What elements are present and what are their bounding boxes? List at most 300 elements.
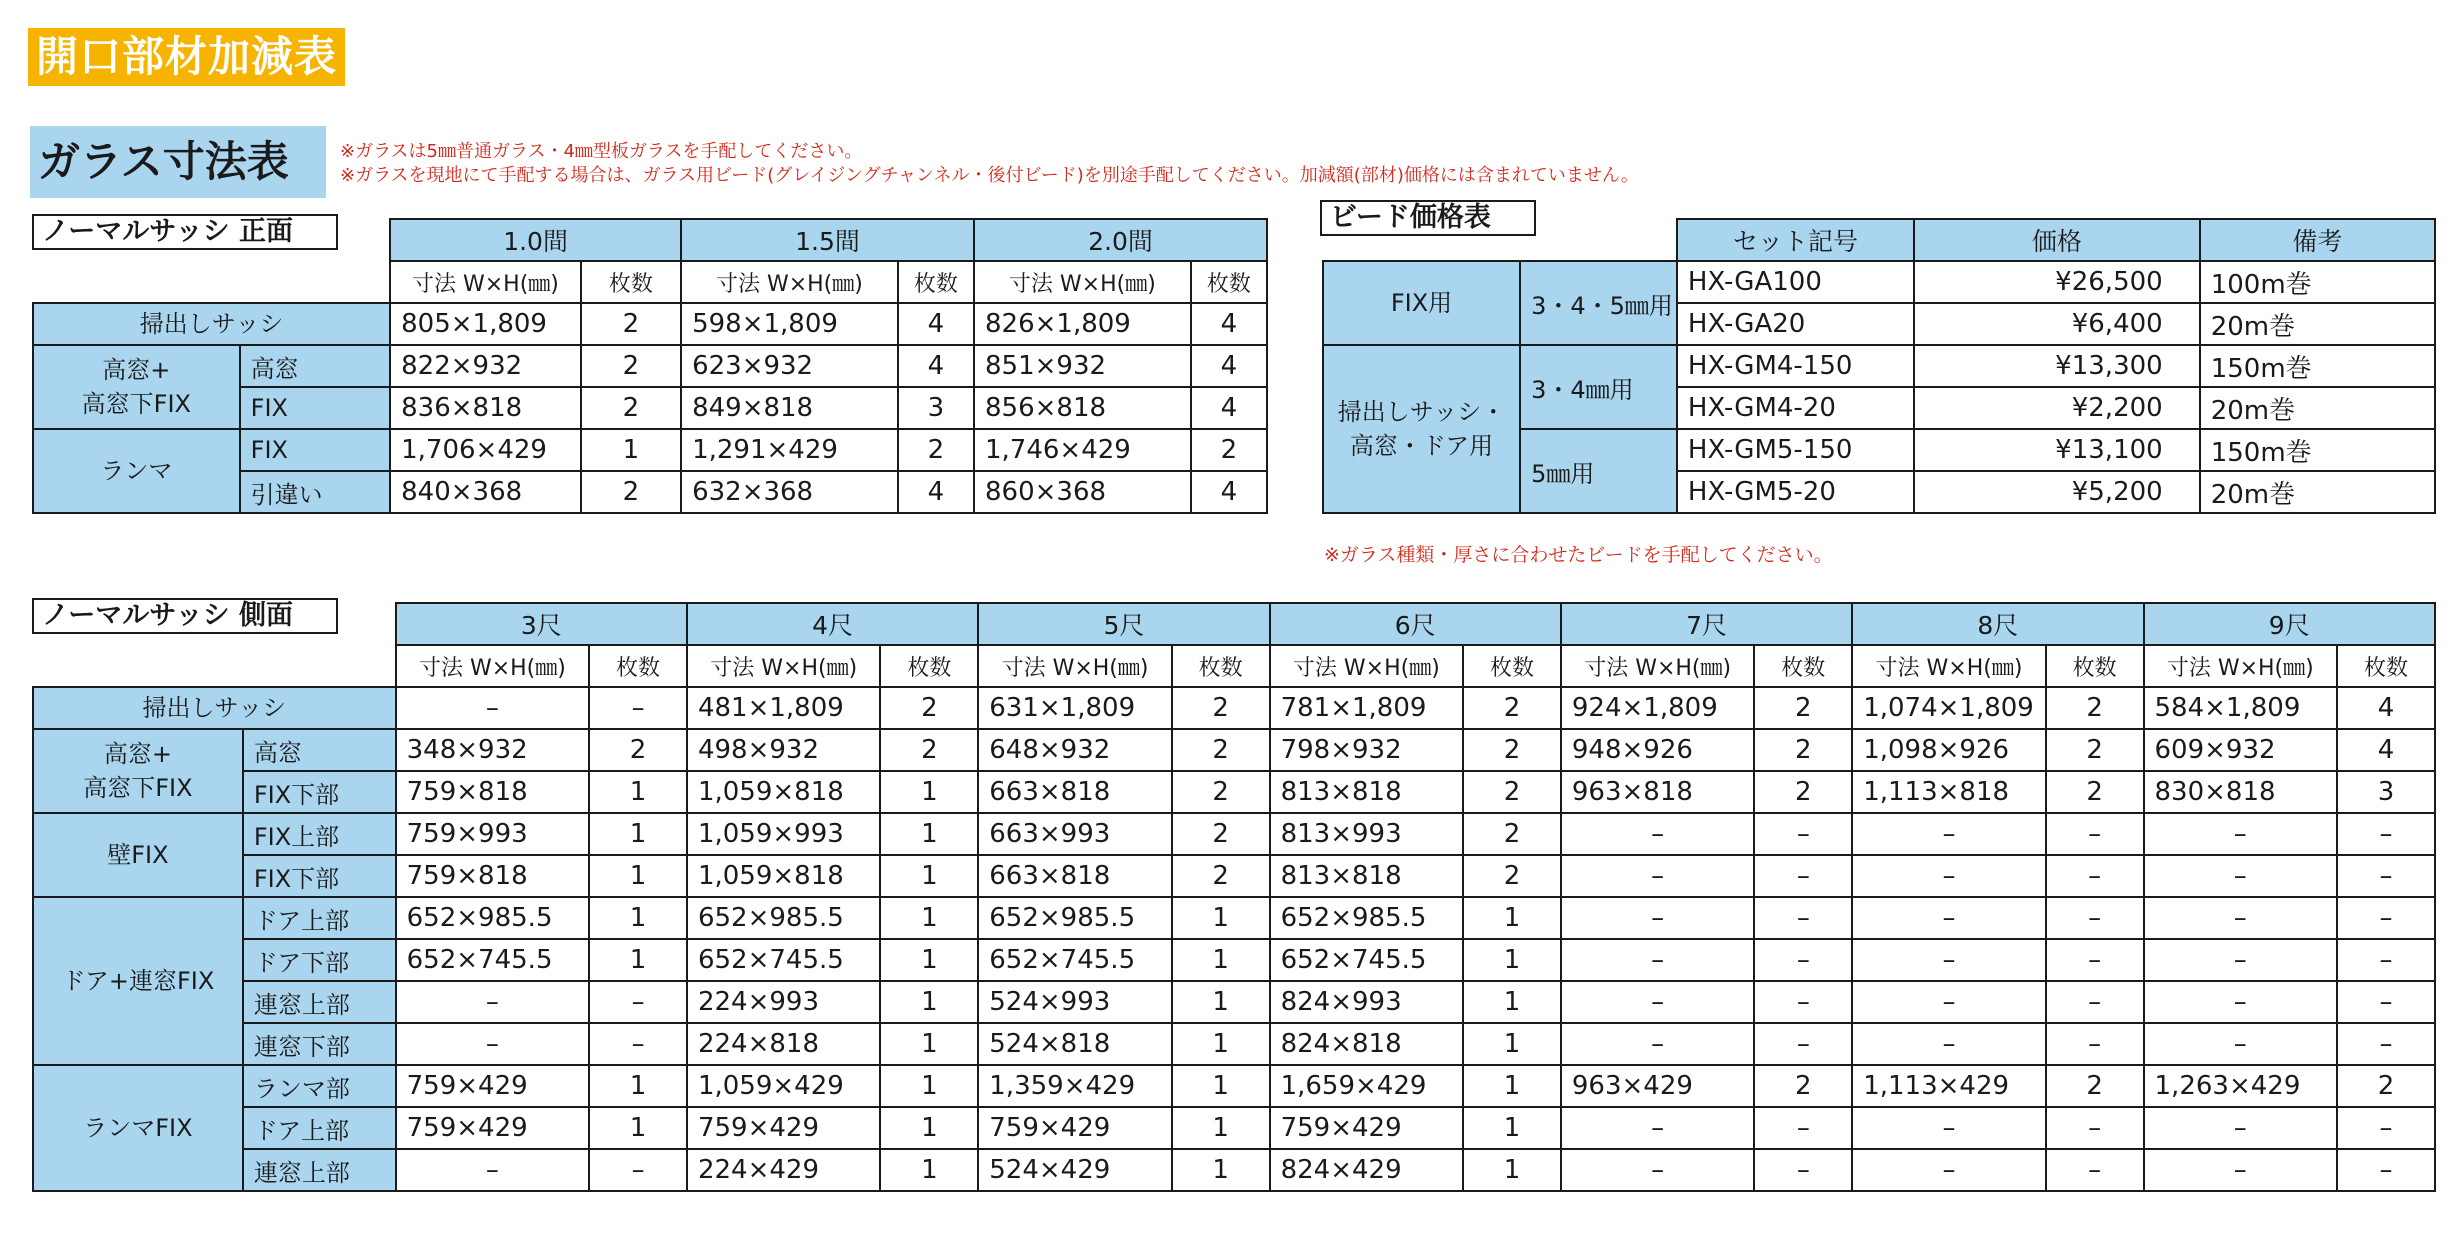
dimension-cell: 663×818 xyxy=(978,855,1172,897)
bead-table-label: ビード価格表 xyxy=(1320,200,1536,236)
dimension-cell: – xyxy=(396,1023,590,1065)
dimension-cell: – xyxy=(2144,981,2338,1023)
count-cell: 1 xyxy=(880,771,978,813)
table-row xyxy=(33,1023,2435,1065)
dimension-cell: 652×985.5 xyxy=(978,897,1172,939)
count-cell: – xyxy=(1754,897,1852,939)
count-cell: 2 xyxy=(589,729,687,771)
count-cell: 2 xyxy=(2046,771,2144,813)
dimension-cell: 1,659×429 xyxy=(1270,1065,1464,1107)
remark: 20m巻 xyxy=(2200,303,2435,345)
set-code: HX-GM4-150 xyxy=(1677,345,1914,387)
count-cell: 2 xyxy=(1463,687,1561,729)
dim-header: 寸法 W×H(㎜) xyxy=(1852,645,2046,687)
dimension-cell: 623×932 xyxy=(681,345,898,387)
count-cell: – xyxy=(2337,855,2435,897)
count-cell: 1 xyxy=(1463,939,1561,981)
dim-header: 寸法 W×H(㎜) xyxy=(974,261,1191,303)
dim-header: 寸法 W×H(㎜) xyxy=(396,645,590,687)
front-glass-table xyxy=(32,218,1268,514)
dimension-cell: 1,113×429 xyxy=(1852,1065,2046,1107)
dimension-cell: 652×985.5 xyxy=(396,897,590,939)
count-cell: 4 xyxy=(898,303,974,345)
row-subcategory: 連窓上部 xyxy=(243,1149,396,1191)
dimension-cell: 598×1,809 xyxy=(681,303,898,345)
row-category: 掃出しサッシ xyxy=(33,303,390,345)
count-cell: 1 xyxy=(1172,1149,1270,1191)
bead-header: 価格 xyxy=(1914,219,2200,261)
section-title: ガラス寸法表 xyxy=(30,126,326,198)
count-cell: 1 xyxy=(1172,1023,1270,1065)
bead-subgroup: 3・4・5㎜用 xyxy=(1520,261,1677,345)
dimension-cell: 224×993 xyxy=(687,981,881,1023)
count-cell: 2 xyxy=(1172,687,1270,729)
row-subcategory: 高窓 xyxy=(243,729,396,771)
count-cell: 1 xyxy=(581,429,681,471)
bead-subgroup: 5㎜用 xyxy=(1520,429,1677,513)
row-subcategory: ドア上部 xyxy=(243,1107,396,1149)
table-row xyxy=(33,771,2435,813)
table-row xyxy=(33,687,2435,729)
notes xyxy=(340,140,1639,188)
dimension-cell: 524×993 xyxy=(978,981,1172,1023)
count-cell: 1 xyxy=(1463,1023,1561,1065)
remark: 100m巻 xyxy=(2200,261,2435,303)
row-subcategory: FIX下部 xyxy=(243,771,396,813)
dimension-cell: – xyxy=(1561,939,1755,981)
dimension-cell: – xyxy=(1561,1107,1755,1149)
dimension-cell: 652×985.5 xyxy=(1270,897,1464,939)
count-cell: – xyxy=(589,981,687,1023)
dimension-cell: 524×818 xyxy=(978,1023,1172,1065)
dimension-cell: – xyxy=(1852,939,2046,981)
count-cell: 2 xyxy=(2337,1065,2435,1107)
count-cell: – xyxy=(1754,1107,1852,1149)
row-subcategory: FIX下部 xyxy=(243,855,396,897)
count-cell: 2 xyxy=(1754,687,1852,729)
table-row xyxy=(33,1149,2435,1191)
count-header: 枚数 xyxy=(1172,645,1270,687)
count-header: 枚数 xyxy=(880,645,978,687)
row-subcategory: ランマ部 xyxy=(243,1065,396,1107)
dimension-cell: 524×429 xyxy=(978,1149,1172,1191)
table-row xyxy=(33,855,2435,897)
row-subcategory: FIX xyxy=(240,387,390,429)
bead-group: FIX用 xyxy=(1323,261,1520,345)
count-cell: – xyxy=(2337,1023,2435,1065)
dimension-cell: 840×368 xyxy=(390,471,581,513)
count-header: 枚数 xyxy=(589,645,687,687)
side-table-label: ノーマルサッシ 側面 xyxy=(32,598,338,634)
table-row xyxy=(33,345,1267,387)
count-cell: 2 xyxy=(1172,813,1270,855)
count-cell: 1 xyxy=(589,897,687,939)
count-cell: 4 xyxy=(1191,303,1267,345)
price: ¥26,500 xyxy=(1914,261,2200,303)
dimension-cell: 652×745.5 xyxy=(687,939,881,981)
count-cell: 1 xyxy=(880,1149,978,1191)
dimension-cell: 813×818 xyxy=(1270,771,1464,813)
dimension-cell: 1,098×926 xyxy=(1852,729,2046,771)
count-cell: – xyxy=(1754,855,1852,897)
dimension-cell: 826×1,809 xyxy=(974,303,1191,345)
dimension-cell: – xyxy=(1852,1149,2046,1191)
table-row xyxy=(33,1107,2435,1149)
count-cell: 2 xyxy=(1463,813,1561,855)
count-cell: 1 xyxy=(880,855,978,897)
count-cell: 2 xyxy=(2046,1065,2144,1107)
count-cell: 4 xyxy=(1191,387,1267,429)
count-cell: – xyxy=(1754,939,1852,981)
dimension-cell: – xyxy=(1561,981,1755,1023)
dimension-cell: 652×745.5 xyxy=(1270,939,1464,981)
dimension-cell: – xyxy=(2144,1023,2338,1065)
count-cell: 4 xyxy=(1191,471,1267,513)
count-cell: – xyxy=(2046,855,2144,897)
bead-group: 掃出しサッシ・ 高窓・ドア用 xyxy=(1323,345,1520,513)
count-cell: 1 xyxy=(589,1107,687,1149)
dimension-cell: – xyxy=(2144,939,2338,981)
count-cell: – xyxy=(1754,981,1852,1023)
count-cell: 1 xyxy=(880,939,978,981)
dimension-cell: 948×926 xyxy=(1561,729,1755,771)
count-cell: – xyxy=(2046,897,2144,939)
blank-cell xyxy=(33,261,390,303)
count-cell: 4 xyxy=(2337,729,2435,771)
count-cell: 4 xyxy=(898,345,974,387)
dimension-cell: 584×1,809 xyxy=(2144,687,2338,729)
dimension-cell: 631×1,809 xyxy=(978,687,1172,729)
count-cell: – xyxy=(589,1023,687,1065)
count-cell: – xyxy=(2046,939,2144,981)
group-header: 6尺 xyxy=(1270,603,1561,645)
count-cell: 1 xyxy=(1172,1107,1270,1149)
dimension-cell: – xyxy=(1561,813,1755,855)
group-header: 9尺 xyxy=(2144,603,2435,645)
count-cell: 4 xyxy=(898,471,974,513)
count-cell: – xyxy=(2337,981,2435,1023)
price: ¥2,200 xyxy=(1914,387,2200,429)
count-cell: 1 xyxy=(1172,1065,1270,1107)
table-row xyxy=(33,813,2435,855)
dimension-cell: 849×818 xyxy=(681,387,898,429)
count-cell: – xyxy=(2337,1149,2435,1191)
dimension-cell: 813×993 xyxy=(1270,813,1464,855)
row-subcategory: ドア下部 xyxy=(243,939,396,981)
count-header: 枚数 xyxy=(2337,645,2435,687)
front-table-label: ノーマルサッシ 正面 xyxy=(32,214,338,250)
dimension-cell: 1,074×1,809 xyxy=(1852,687,2046,729)
remark: 20m巻 xyxy=(2200,387,2435,429)
group-header: 4尺 xyxy=(687,603,978,645)
dimension-cell: 759×429 xyxy=(396,1065,590,1107)
blank-cell xyxy=(33,645,396,687)
row-category: 高窓+ 高窓下FIX xyxy=(33,729,243,813)
count-cell: 2 xyxy=(581,471,681,513)
dim-header: 寸法 W×H(㎜) xyxy=(978,645,1172,687)
count-cell: – xyxy=(1754,1149,1852,1191)
dimension-cell: 836×818 xyxy=(390,387,581,429)
count-cell: 1 xyxy=(1172,897,1270,939)
count-cell: 1 xyxy=(1463,981,1561,1023)
count-cell: 1 xyxy=(880,1107,978,1149)
price: ¥5,200 xyxy=(1914,471,2200,513)
dimension-cell: 1,746×429 xyxy=(974,429,1191,471)
count-cell: 4 xyxy=(1191,345,1267,387)
group-header: 3尺 xyxy=(396,603,687,645)
count-cell: 2 xyxy=(1172,855,1270,897)
table-row xyxy=(33,303,1267,345)
count-cell: 2 xyxy=(2046,687,2144,729)
page-title: 開口部材加減表 xyxy=(28,28,345,86)
blank-cell xyxy=(33,219,390,261)
dimension-cell: – xyxy=(1852,897,2046,939)
row-category: 高窓+ 高窓下FIX xyxy=(33,345,240,429)
count-header: 枚数 xyxy=(581,261,681,303)
count-cell: – xyxy=(589,687,687,729)
dimension-cell: 759×429 xyxy=(687,1107,881,1149)
price: ¥13,100 xyxy=(1914,429,2200,471)
dimension-cell: 805×1,809 xyxy=(390,303,581,345)
bead-footnote: ※ガラス種類・厚さに合わせたビードを手配してください。 xyxy=(1324,544,1833,566)
table-row xyxy=(33,981,2435,1023)
count-cell: 2 xyxy=(1463,729,1561,771)
table-row xyxy=(33,729,2435,771)
count-cell: 4 xyxy=(2337,687,2435,729)
dimension-cell: – xyxy=(396,1149,590,1191)
count-cell: 1 xyxy=(1463,1149,1561,1191)
group-header: 2.0間 xyxy=(974,219,1267,261)
price: ¥6,400 xyxy=(1914,303,2200,345)
count-cell: 1 xyxy=(1463,1065,1561,1107)
group-header: 7尺 xyxy=(1561,603,1852,645)
row-category: ドア+連窓FIX xyxy=(33,897,243,1065)
count-cell: 2 xyxy=(1754,771,1852,813)
count-cell: 2 xyxy=(880,729,978,771)
dimension-cell: 851×932 xyxy=(974,345,1191,387)
row-category: 壁FIX xyxy=(33,813,243,897)
set-code: HX-GM4-20 xyxy=(1677,387,1914,429)
dimension-cell: 648×932 xyxy=(978,729,1172,771)
dimension-cell: 1,706×429 xyxy=(390,429,581,471)
dimension-cell: – xyxy=(396,687,590,729)
dimension-cell: 924×1,809 xyxy=(1561,687,1755,729)
dimension-cell: – xyxy=(1852,981,2046,1023)
dimension-cell: 813×818 xyxy=(1270,855,1464,897)
set-code: HX-GA20 xyxy=(1677,303,1914,345)
table-row xyxy=(1323,345,2435,387)
count-cell: 2 xyxy=(898,429,974,471)
count-cell: 3 xyxy=(2337,771,2435,813)
group-header: 5尺 xyxy=(978,603,1269,645)
dimension-cell: 759×429 xyxy=(1270,1107,1464,1149)
dimension-cell: – xyxy=(2144,855,2338,897)
row-subcategory: 連窓上部 xyxy=(243,981,396,1023)
bead-header: セット記号 xyxy=(1677,219,1914,261)
table-row xyxy=(33,1065,2435,1107)
remark: 150m巻 xyxy=(2200,345,2435,387)
count-cell: 1 xyxy=(589,855,687,897)
count-cell: – xyxy=(2046,1107,2144,1149)
count-cell: – xyxy=(2046,1149,2144,1191)
count-cell: 1 xyxy=(1172,981,1270,1023)
dimension-cell: 781×1,809 xyxy=(1270,687,1464,729)
count-cell: – xyxy=(2337,1107,2435,1149)
note-line: ※ガラスは5㎜普通ガラス・4㎜型板ガラスを手配してください。 xyxy=(340,141,863,162)
dim-header: 寸法 W×H(㎜) xyxy=(687,645,881,687)
row-subcategory: FIX上部 xyxy=(243,813,396,855)
blank-cell xyxy=(1323,219,1677,261)
count-header: 枚数 xyxy=(1191,261,1267,303)
dimension-cell: 632×368 xyxy=(681,471,898,513)
count-header: 枚数 xyxy=(1754,645,1852,687)
bead-price-table xyxy=(1322,218,2436,514)
dimension-cell: 348×932 xyxy=(396,729,590,771)
dimension-cell: 759×818 xyxy=(396,855,590,897)
dimension-cell: 1,291×429 xyxy=(681,429,898,471)
dim-header: 寸法 W×H(㎜) xyxy=(1270,645,1464,687)
count-cell: 2 xyxy=(1172,771,1270,813)
dimension-cell: – xyxy=(1561,897,1755,939)
dimension-cell: 224×818 xyxy=(687,1023,881,1065)
row-category: ランマ xyxy=(33,429,240,513)
price: ¥13,300 xyxy=(1914,345,2200,387)
row-subcategory: ドア上部 xyxy=(243,897,396,939)
count-cell: – xyxy=(2046,813,2144,855)
dimension-cell: 856×818 xyxy=(974,387,1191,429)
count-cell: 1 xyxy=(880,897,978,939)
dimension-cell: 498×932 xyxy=(687,729,881,771)
dimension-cell: 652×745.5 xyxy=(396,939,590,981)
dimension-cell: 759×429 xyxy=(978,1107,1172,1149)
row-subcategory: 連窓下部 xyxy=(243,1023,396,1065)
bead-header: 備考 xyxy=(2200,219,2435,261)
dimension-cell: 1,263×429 xyxy=(2144,1065,2338,1107)
dimension-cell: 1,059×818 xyxy=(687,855,881,897)
count-cell: 1 xyxy=(589,813,687,855)
count-cell: – xyxy=(2337,813,2435,855)
dim-header: 寸法 W×H(㎜) xyxy=(1561,645,1755,687)
count-cell: – xyxy=(2337,897,2435,939)
dimension-cell: 759×429 xyxy=(396,1107,590,1149)
dimension-cell: 663×993 xyxy=(978,813,1172,855)
bead-subgroup: 3・4㎜用 xyxy=(1520,345,1677,429)
dimension-cell: – xyxy=(2144,897,2338,939)
dimension-cell: – xyxy=(1561,1149,1755,1191)
count-cell: – xyxy=(589,1149,687,1191)
count-cell: 1 xyxy=(880,981,978,1023)
dimension-cell: 1,059×993 xyxy=(687,813,881,855)
count-cell: 2 xyxy=(1754,1065,1852,1107)
count-header: 枚数 xyxy=(2046,645,2144,687)
dimension-cell: 663×818 xyxy=(978,771,1172,813)
dimension-cell: 830×818 xyxy=(2144,771,2338,813)
group-header: 1.5間 xyxy=(681,219,974,261)
count-header: 枚数 xyxy=(1463,645,1561,687)
row-subcategory: 高窓 xyxy=(240,345,390,387)
count-cell: 2 xyxy=(1172,729,1270,771)
dimension-cell: – xyxy=(2144,1149,2338,1191)
count-cell: 3 xyxy=(898,387,974,429)
dimension-cell: – xyxy=(1852,1107,2046,1149)
count-cell: 1 xyxy=(1463,1107,1561,1149)
dimension-cell: 759×993 xyxy=(396,813,590,855)
dimension-cell: – xyxy=(1561,1023,1755,1065)
dimension-cell: 963×818 xyxy=(1561,771,1755,813)
count-cell: 2 xyxy=(581,345,681,387)
count-cell: 1 xyxy=(880,813,978,855)
row-subcategory: FIX xyxy=(240,429,390,471)
count-cell: 2 xyxy=(1463,855,1561,897)
set-code: HX-GM5-20 xyxy=(1677,471,1914,513)
count-cell: 2 xyxy=(581,387,681,429)
dimension-cell: 822×932 xyxy=(390,345,581,387)
dimension-cell: 963×429 xyxy=(1561,1065,1755,1107)
count-cell: – xyxy=(1754,1023,1852,1065)
set-code: HX-GA100 xyxy=(1677,261,1914,303)
count-cell: 2 xyxy=(1191,429,1267,471)
count-cell: – xyxy=(1754,813,1852,855)
dimension-cell: – xyxy=(2144,813,2338,855)
table-row xyxy=(1323,261,2435,303)
count-cell: 2 xyxy=(880,687,978,729)
dim-header: 寸法 W×H(㎜) xyxy=(2144,645,2338,687)
group-header: 1.0間 xyxy=(390,219,681,261)
dimension-cell: – xyxy=(2144,1107,2338,1149)
dimension-cell: 1,059×429 xyxy=(687,1065,881,1107)
dimension-cell: 1,059×818 xyxy=(687,771,881,813)
dimension-cell: – xyxy=(1852,1023,2046,1065)
side-glass-table xyxy=(32,602,2436,1192)
row-category: ランマFIX xyxy=(33,1065,243,1191)
count-header: 枚数 xyxy=(898,261,974,303)
count-cell: 2 xyxy=(1463,771,1561,813)
note-line: ※ガラスを現地にて手配する場合は、ガラス用ビード(グレイジングチャンネル・後付ビード)を別途手配してください。加減額(部材)価格には含まれていません。 xyxy=(340,165,1639,186)
dimension-cell: – xyxy=(396,981,590,1023)
row-category: 掃出しサッシ xyxy=(33,687,396,729)
dimension-cell: 824×818 xyxy=(1270,1023,1464,1065)
count-cell: – xyxy=(2046,981,2144,1023)
group-header: 8尺 xyxy=(1852,603,2143,645)
dimension-cell: – xyxy=(1852,813,2046,855)
dim-header: 寸法 W×H(㎜) xyxy=(681,261,898,303)
table-row xyxy=(33,429,1267,471)
dimension-cell: 1,359×429 xyxy=(978,1065,1172,1107)
dimension-cell: 824×993 xyxy=(1270,981,1464,1023)
count-cell: – xyxy=(2046,1023,2144,1065)
count-cell: 1 xyxy=(589,939,687,981)
table-row xyxy=(33,939,2435,981)
count-cell: 1 xyxy=(589,771,687,813)
table-row xyxy=(33,897,2435,939)
dimension-cell: 652×985.5 xyxy=(687,897,881,939)
count-cell: 2 xyxy=(581,303,681,345)
row-subcategory: 引違い xyxy=(240,471,390,513)
dim-header: 寸法 W×H(㎜) xyxy=(390,261,581,303)
dimension-cell: 860×368 xyxy=(974,471,1191,513)
count-cell: 1 xyxy=(589,1065,687,1107)
count-cell: 1 xyxy=(1463,897,1561,939)
dimension-cell: 609×932 xyxy=(2144,729,2338,771)
dimension-cell: 1,113×818 xyxy=(1852,771,2046,813)
count-cell: 1 xyxy=(1172,939,1270,981)
count-cell: – xyxy=(2337,939,2435,981)
dimension-cell: 824×429 xyxy=(1270,1149,1464,1191)
count-cell: 2 xyxy=(1754,729,1852,771)
remark: 20m巻 xyxy=(2200,471,2435,513)
count-cell: 1 xyxy=(880,1065,978,1107)
dimension-cell: – xyxy=(1852,855,2046,897)
